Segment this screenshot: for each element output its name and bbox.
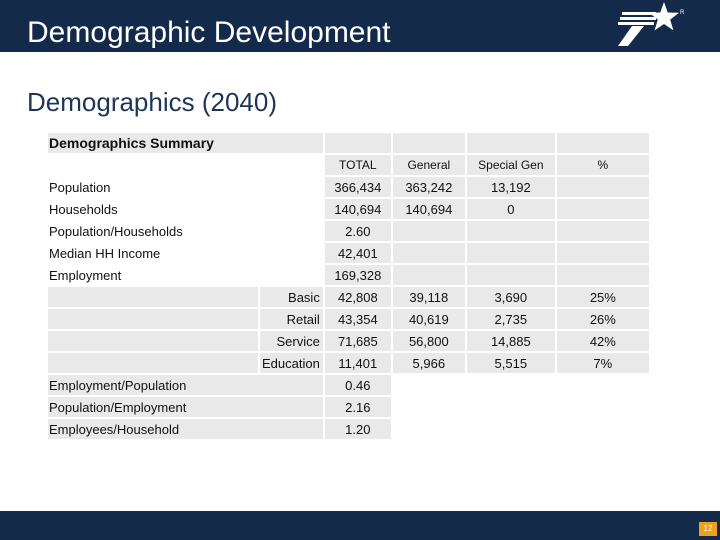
general-value: 56,800 bbox=[393, 331, 465, 351]
total-value: 169,328 bbox=[325, 265, 391, 285]
table-cell bbox=[393, 419, 649, 439]
section-subtitle: Demographics (2040) bbox=[27, 87, 278, 117]
total-value: 42,808 bbox=[325, 287, 391, 307]
general-value: 39,118 bbox=[393, 287, 465, 307]
percent-value bbox=[557, 199, 649, 219]
total-value: 2.60 bbox=[325, 221, 391, 241]
total-value: 11,401 bbox=[325, 353, 391, 373]
special-gen-value: 5,515 bbox=[467, 353, 555, 373]
page-number: 12 bbox=[699, 522, 717, 536]
general-value: 140,694 bbox=[393, 199, 465, 219]
table-cell bbox=[48, 155, 323, 175]
total-value: 43,354 bbox=[325, 309, 391, 329]
table-row bbox=[48, 221, 649, 241]
table-cell bbox=[48, 309, 258, 329]
column-header: % bbox=[557, 155, 649, 175]
general-value bbox=[393, 243, 465, 263]
total-value: 366,434 bbox=[325, 177, 391, 197]
row-label: Median HH Income bbox=[49, 245, 161, 261]
total-value: 42,401 bbox=[325, 243, 391, 263]
table-cell bbox=[48, 353, 258, 373]
table-cell bbox=[48, 287, 258, 307]
total-value: 140,694 bbox=[325, 199, 391, 219]
demographics-table bbox=[48, 133, 654, 441]
percent-value bbox=[557, 177, 649, 197]
percent-value bbox=[557, 265, 649, 285]
table-row bbox=[48, 199, 649, 219]
table-cell bbox=[557, 133, 649, 153]
table-row bbox=[48, 265, 649, 285]
header-bar bbox=[0, 0, 720, 52]
general-value bbox=[393, 221, 465, 241]
percent-value: 26% bbox=[557, 309, 649, 329]
employment-category: Basic bbox=[260, 287, 323, 307]
special-gen-value: 14,885 bbox=[467, 331, 555, 351]
table-row bbox=[48, 397, 649, 417]
svg-text:R: R bbox=[680, 10, 685, 16]
percent-value bbox=[557, 243, 649, 263]
star-logo-icon bbox=[614, 2, 688, 48]
column-header: General bbox=[393, 155, 465, 175]
special-gen-value: 0 bbox=[467, 199, 555, 219]
table-row bbox=[48, 375, 649, 395]
employment-category: Education bbox=[260, 353, 323, 373]
table-caption-row bbox=[48, 133, 649, 153]
table-header-row bbox=[48, 155, 649, 175]
percent-value bbox=[557, 221, 649, 241]
total-value: 1.20 bbox=[325, 419, 391, 439]
table-cell bbox=[325, 133, 391, 153]
table-row bbox=[48, 419, 649, 439]
general-value: 5,966 bbox=[393, 353, 465, 373]
special-gen-value bbox=[467, 265, 555, 285]
employment-category: Service bbox=[260, 331, 323, 351]
special-gen-value: 2,735 bbox=[467, 309, 555, 329]
total-value: 71,685 bbox=[325, 331, 391, 351]
total-value: 2.16 bbox=[325, 397, 391, 417]
percent-value: 25% bbox=[557, 287, 649, 307]
table-row bbox=[48, 331, 649, 351]
special-gen-value: 3,690 bbox=[467, 287, 555, 307]
row-label: Employment/Population bbox=[48, 375, 323, 395]
row-label: Households bbox=[49, 201, 118, 217]
table-row bbox=[48, 309, 649, 329]
table-cell bbox=[393, 375, 649, 395]
table-cell bbox=[48, 331, 258, 351]
percent-value: 42% bbox=[557, 331, 649, 351]
table-caption: Demographics Summary bbox=[48, 133, 323, 153]
table-cell bbox=[467, 133, 555, 153]
table-row bbox=[48, 243, 649, 263]
row-label: Population bbox=[49, 179, 111, 195]
special-gen-value bbox=[467, 221, 555, 241]
column-header: TOTAL bbox=[325, 155, 391, 175]
general-value: 40,619 bbox=[393, 309, 465, 329]
row-label: Population/Employment bbox=[48, 397, 323, 417]
table-row bbox=[48, 353, 649, 373]
total-value: 0.46 bbox=[325, 375, 391, 395]
table-cell bbox=[393, 133, 465, 153]
table-cell bbox=[393, 397, 649, 417]
table-row bbox=[48, 287, 649, 307]
general-value: 363,242 bbox=[393, 177, 465, 197]
general-value bbox=[393, 265, 465, 285]
special-gen-value: 13,192 bbox=[467, 177, 555, 197]
row-label: Population/Households bbox=[49, 223, 183, 239]
row-label: Employees/Household bbox=[48, 419, 323, 439]
row-label: Employment bbox=[49, 267, 122, 283]
page-title: Demographic Development bbox=[27, 16, 391, 49]
table-row bbox=[48, 177, 649, 197]
special-gen-value bbox=[467, 243, 555, 263]
percent-value: 7% bbox=[557, 353, 649, 373]
column-header: Special Gen bbox=[467, 155, 555, 175]
employment-category: Retail bbox=[260, 309, 323, 329]
footer-bar bbox=[0, 511, 720, 540]
